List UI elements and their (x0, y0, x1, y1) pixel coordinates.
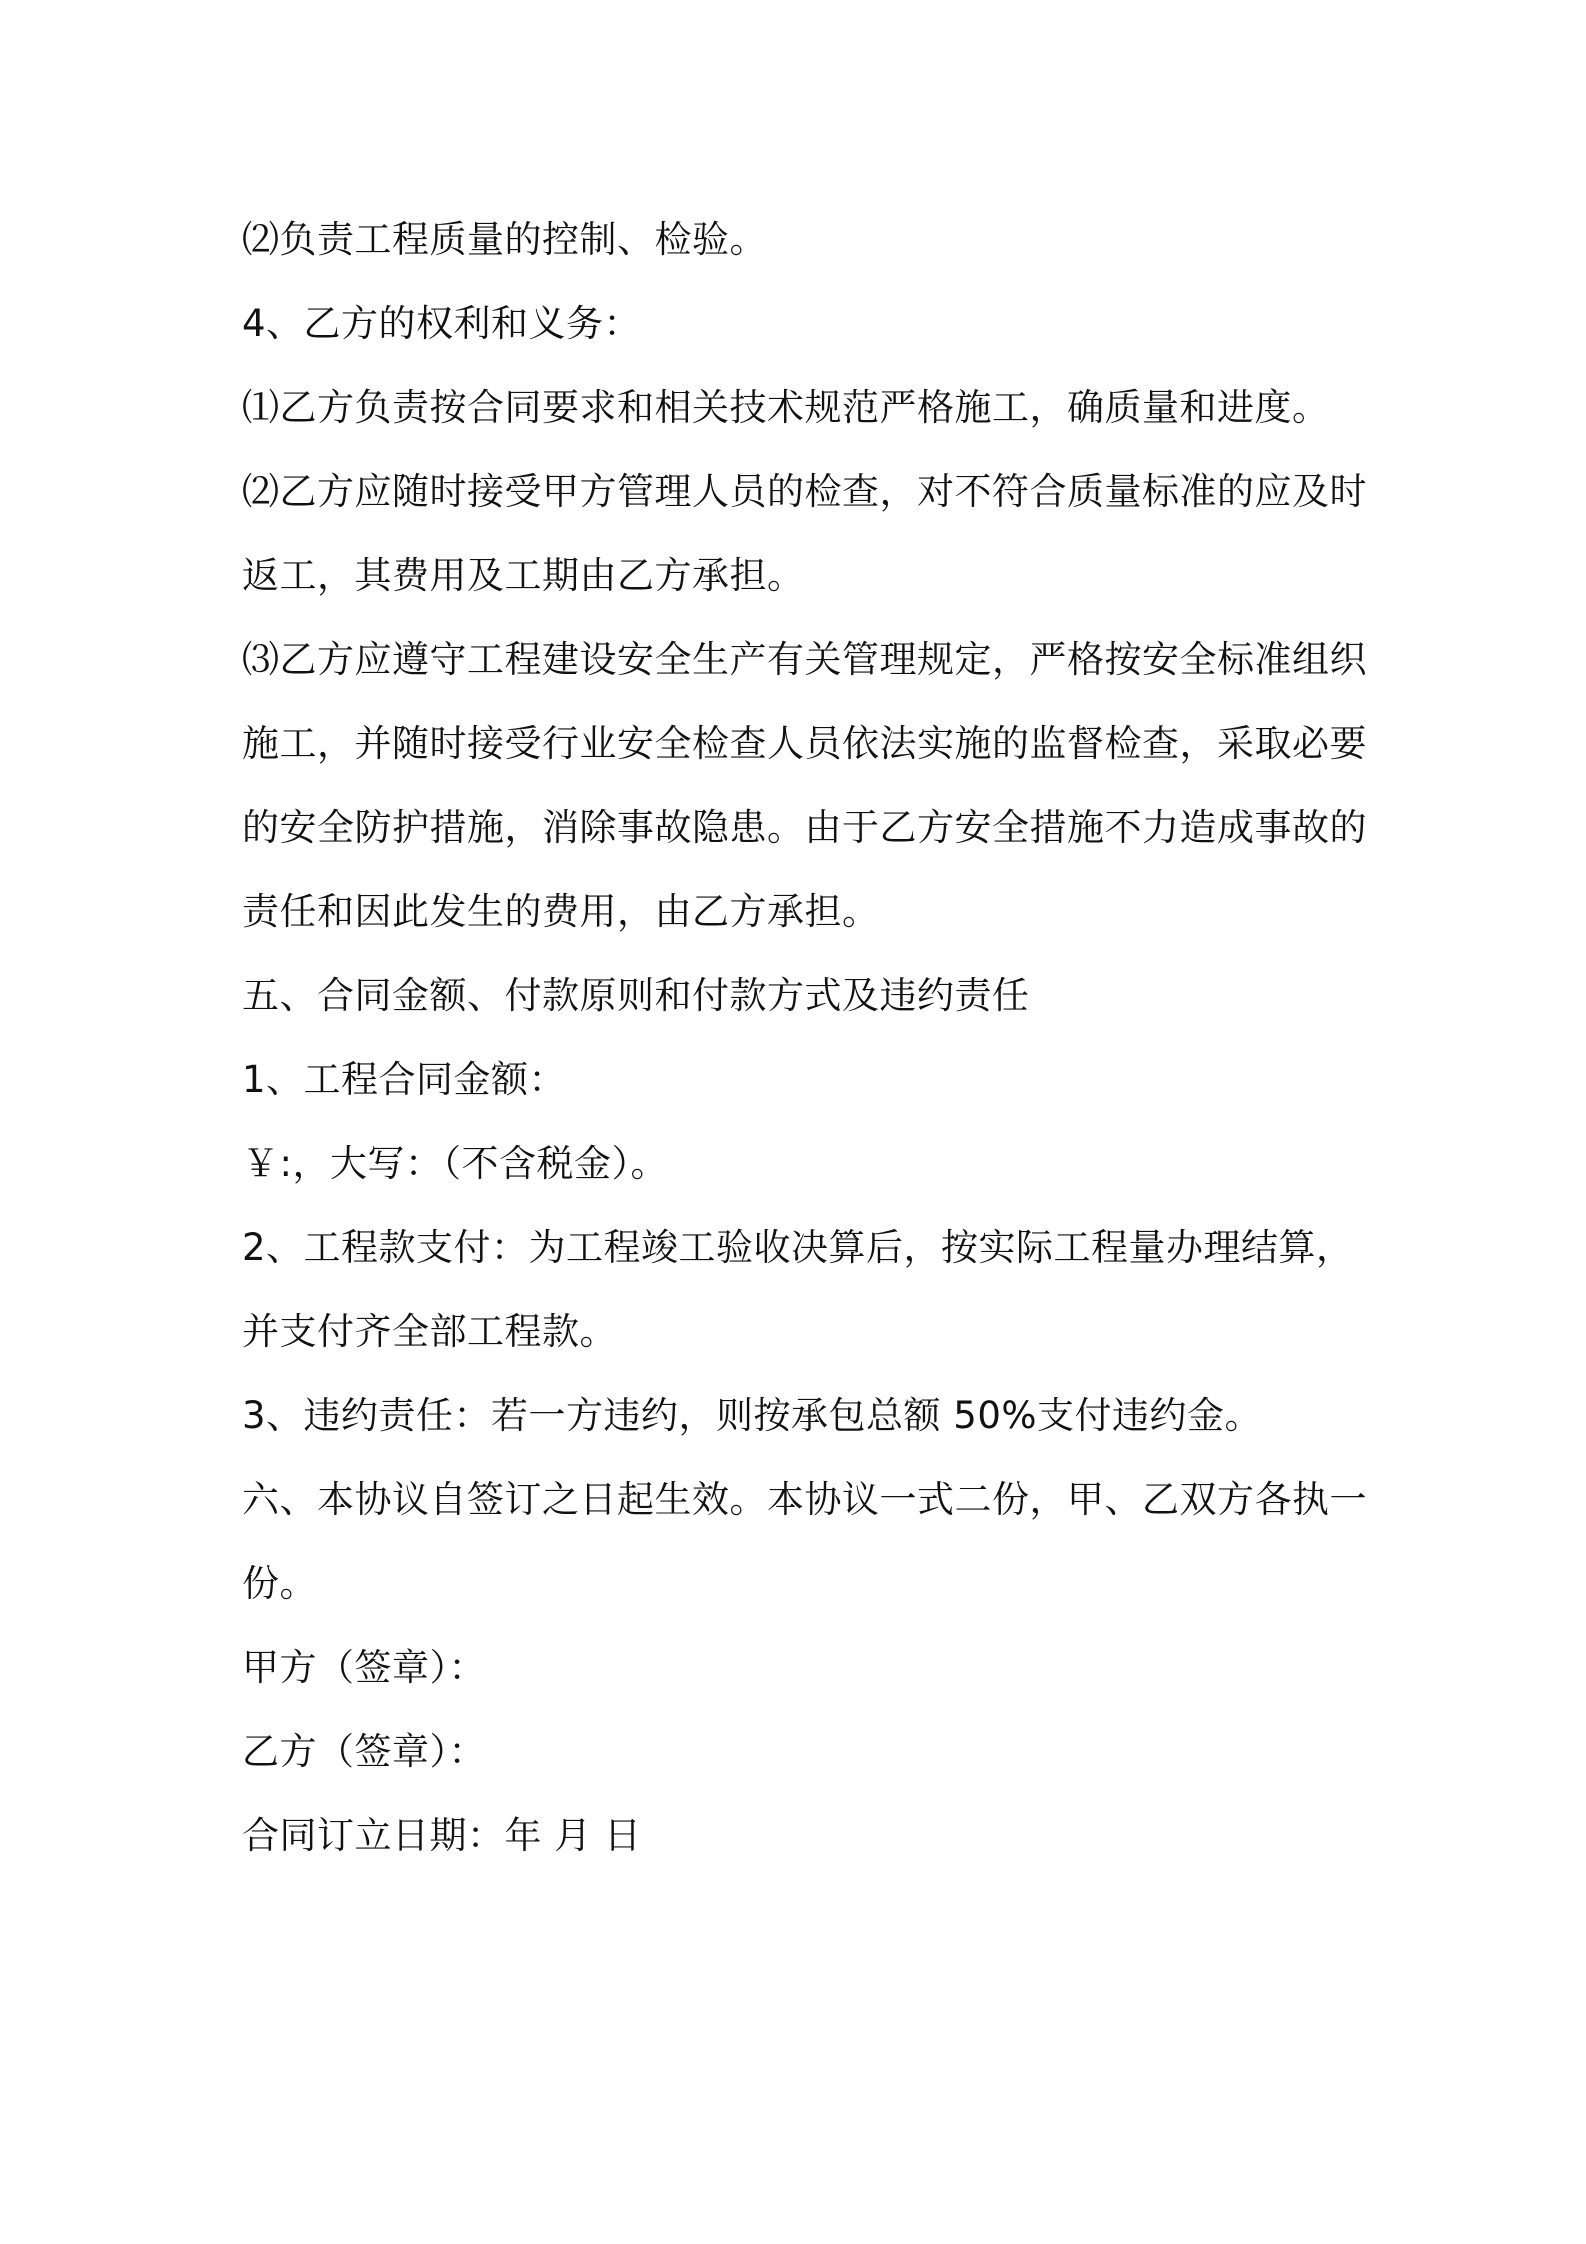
party-b-rights-heading: 4、乙方的权利和义务： (242, 302, 642, 345)
section-six-line-1: 六、本协议自签订之日起生效。本协议一式二份，甲、乙双方各执一 (242, 1478, 1367, 1521)
party-b-duty-2-line-2: 返工，其费用及工期由乙方承担。 (242, 554, 805, 597)
party-b-signature-line: 乙方（签章）： (242, 1730, 486, 1773)
quality-control-item: ⑵负责工程质量的控制、检验。 (242, 218, 767, 261)
party-b-duty-3-line-3: 的安全防护措施，消除事故隐患。由于乙方安全措施不力造成事故的 (242, 806, 1367, 849)
party-b-duty-3-line-2: 施工，并随时接受行业安全检查人员依法实施的监督检查，采取必要 (242, 722, 1367, 765)
party-b-duty-1: ⑴乙方负责按合同要求和相关技术规范严格施工，确质量和进度。 (242, 386, 1330, 429)
payment-terms-line-1: 2、工程款支付：为工程竣工验收决算后，按实际工程量办理结算， (242, 1226, 1354, 1269)
contract-text-body (242, 198, 1367, 1878)
section-six-line-2: 份。 (242, 1562, 317, 1605)
party-b-duty-3-line-1: ⑶乙方应遵守工程建设安全生产有关管理规定，严格按安全标准组织 (242, 638, 1367, 681)
party-b-duty-3-line-4: 责任和因此发生的费用，由乙方承担。 (242, 890, 880, 933)
contract-date-line: 合同订立日期：年 月 日 (242, 1814, 642, 1857)
party-b-duty-2-line-1: ⑵乙方应随时接受甲方管理人员的检查，对不符合质量标准的应及时 (242, 470, 1367, 513)
contract-amount-value: ￥:，大写：（不含税金）。 (242, 1142, 668, 1185)
section-five-heading: 五、合同金额、付款原则和付款方式及违约责任 (242, 974, 1030, 1017)
payment-terms-line-2: 并支付齐全部工程款。 (242, 1310, 617, 1353)
party-a-signature-line: 甲方（签章）： (242, 1646, 486, 1689)
breach-liability: 3、违约责任：若一方违约，则按承包总额 50%支付违约金。 (242, 1394, 1263, 1437)
contract-amount-heading: 1、工程合同金额： (242, 1058, 567, 1101)
